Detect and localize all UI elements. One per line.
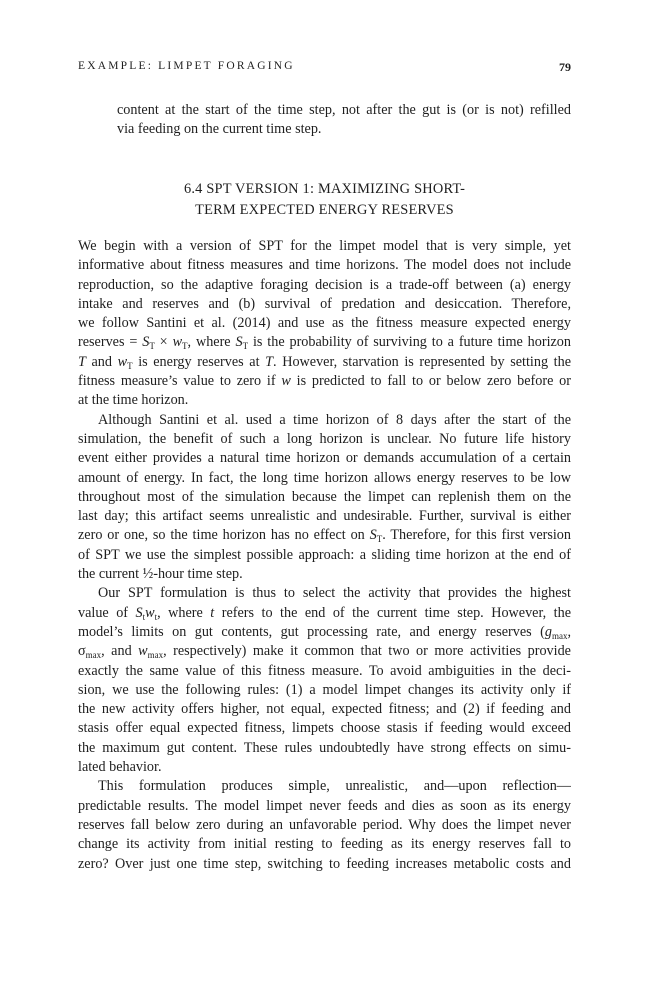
math-symbol: S (369, 527, 377, 544)
math-subscript: max (85, 650, 102, 661)
text-run: × (154, 334, 173, 351)
text-line: throughout most of the simulation because the limpet can replenish them on the (78, 488, 571, 505)
math-subscript: T (182, 341, 188, 352)
text-line (78, 353, 571, 372)
text-run: . However, starvation is represented by setting the (273, 353, 571, 370)
text-run: model’s limits on gut contents, gut processing rate, and energy reserves ( (78, 623, 545, 640)
text-run: reserves = (78, 334, 143, 351)
section-heading-line: 6.4 SPT VERSION 1: MAXIMIZING SHORT- (183, 181, 466, 197)
text-line: stasis offer equal expected fitness, limpets choose stasis if feeding would exceed (78, 720, 571, 737)
text-line: zero? Over just one time step, switching to feeding increases metabolic costs and (78, 855, 571, 872)
text-line: event either provides a natural time horizon or demands accumulation of a certain (78, 450, 571, 467)
math-symbol: w (138, 643, 148, 660)
text-line: sion, we use the following rules: (1) a model limpet changes its activity only if (78, 681, 571, 698)
text-line: the new activity offers higher, not equal, expected fitness; and (2) if feeding and (78, 701, 571, 718)
text-line: content at the start of the time step, not after the gut is (or is not) refilled (117, 102, 571, 118)
text-line: intake and reserves and (b) survival of predation and desiccation. Therefore, (78, 295, 571, 312)
text-line: Although Santini et al. used a time horizon of 8 days after the start of the (98, 411, 571, 428)
text-line: the current ½-hour time step. (78, 566, 243, 583)
text-line: reserves fall below zero during an unfavorable period. Why does the limpet never (78, 816, 571, 833)
text-line: predictable results. The model limpet never feeds and dies as soon as its energy (78, 797, 571, 814)
text-run: is predicted to fall to or below zero before or (290, 373, 571, 390)
text-run: , where (157, 604, 211, 621)
text-line: amount of energy. In fact, the long time horizon allows energy reserves to be low (78, 469, 571, 486)
text-run: and (85, 353, 118, 370)
text-line: we follow Santini et al. (2014) and use as the fitness measure expected energy (78, 315, 571, 332)
math-symbol: S (135, 604, 143, 621)
text-line (78, 526, 571, 545)
text-line: reproduction, so the adaptive foraging decision is a trade-off between (a) energy (78, 276, 571, 293)
text-line: last day; this artifact seems unrealistic and undesirable. Further, survival is either (78, 508, 571, 525)
math-symbol: S (235, 334, 243, 351)
text-run: . Therefore, for this first version (382, 527, 571, 544)
math-symbol: g (544, 623, 552, 640)
text-line: simulation, the benefit of such a long horizon is unclear. No future life history (78, 430, 571, 447)
continuation-paragraph (117, 101, 571, 140)
text-run: zero or one, so the time horizon has no effect on (78, 527, 370, 544)
text-run: is the probability of surviving to a future time horizon (248, 334, 571, 351)
math-subscript: t (142, 611, 146, 622)
text-line: lated behavior. (78, 759, 162, 776)
math-symbol: w (172, 334, 183, 351)
math-symbol: σ (78, 643, 86, 660)
page-number: 79 (559, 60, 571, 74)
math-symbol: w (117, 353, 128, 370)
text-line: of SPT we use the simplest possible approach: a sliding time horizon at the end of (78, 546, 571, 563)
text-line: the maximum gut content. These rules undoubtedly have strong effects on simu- (78, 739, 571, 756)
text-line: informative about fitness measures and time horizons. The model does not include (78, 257, 571, 274)
text-line (78, 604, 571, 623)
math-symbol: w (281, 373, 291, 390)
math-symbol: T (78, 353, 86, 370)
text-line: change its activity from initial resting to feeding as its energy reserves fall to (78, 836, 571, 853)
math-subscript: t (154, 611, 158, 622)
math-subscript: max (551, 630, 568, 641)
text-line: via feeding on the current time step. (117, 121, 322, 138)
text-line: Our SPT formulation is thus to select the activity that provides the highest (98, 585, 571, 602)
text-line (78, 642, 571, 661)
text-run: fitness measure’s value to zero if (78, 373, 282, 390)
text-run: value of (78, 604, 136, 621)
text-run: , where (187, 334, 236, 351)
text-run: , (567, 623, 571, 640)
running-head (78, 60, 571, 76)
math-symbol: t (210, 604, 215, 621)
text-line (78, 372, 571, 391)
math-subscript: T (149, 341, 155, 352)
text-line (78, 333, 571, 352)
text-line: We begin with a version of SPT for the limpet model that is very simple, yet (78, 238, 571, 254)
text-line (78, 623, 571, 642)
text-run: , and (101, 643, 139, 660)
math-symbol: w (145, 604, 155, 621)
math-subscript: max (147, 650, 164, 661)
math-symbol: S (142, 334, 150, 351)
text-run: is energy reserves at (132, 353, 266, 370)
body-text (78, 237, 571, 874)
section-heading-line: TERM EXPECTED ENERGY RESERVES (195, 201, 454, 218)
section-heading (78, 179, 571, 220)
text-line: at the time horizon. (78, 392, 189, 409)
math-subscript: T (242, 341, 249, 352)
math-subscript: T (376, 534, 383, 545)
text-run: refers to the end of the current time step. However, the (214, 604, 571, 621)
text-line: exactly the same value of this fitness measure. To avoid ambiguities in the deci- (78, 662, 571, 679)
text-line: This formulation produces simple, unrealistic, and—upon reflection— (98, 778, 571, 795)
math-subscript: T (127, 360, 133, 371)
text-run: , respectively) make it common that two or more activities provide (163, 643, 571, 660)
math-symbol: T (265, 353, 274, 370)
running-head-title: EXAMPLE: LIMPET FORAGING (78, 60, 295, 72)
